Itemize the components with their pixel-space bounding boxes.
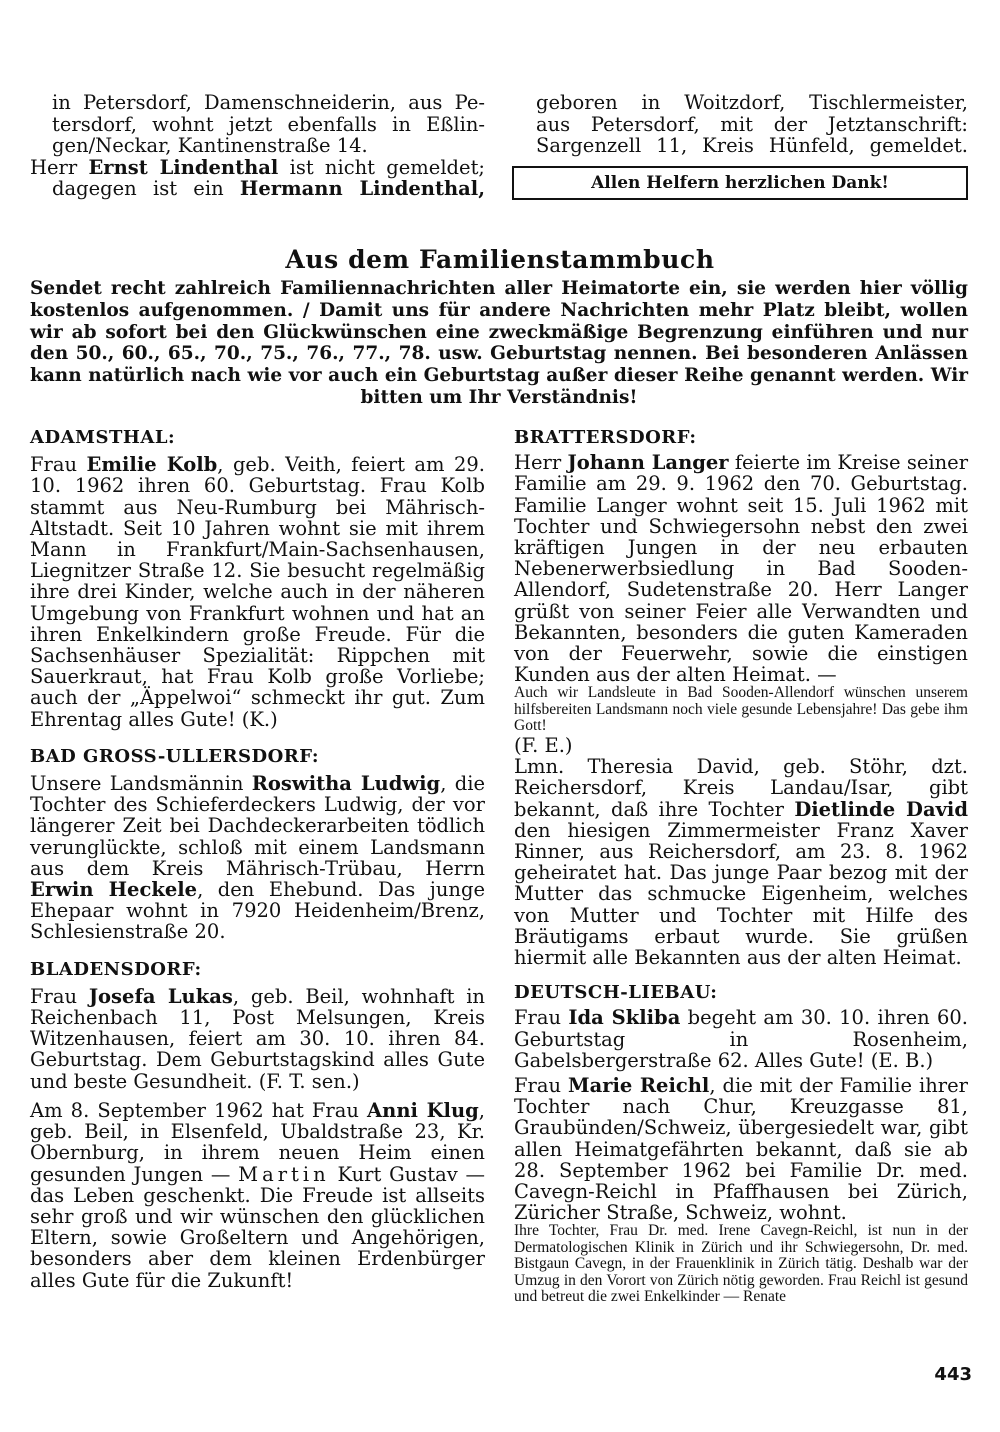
person-name: Erwin Heckele — [30, 878, 198, 902]
entry-deutsch-liebau-skliba: Frau Ida Skliba begeht am 30. 10. ihren 60. Geburtstag in Rosenheim, Gabelsbergerstraße 62. Alles Gute! (E. B.) — [514, 1006, 969, 1072]
entry-bladensdorf-klug: Am 8. September 1962 hat Frau Anni Klug, geb. Beil, in Elsenfeld, Ubaldstraße 23, Kr. Obernburg, in ihrem neuen Heim einen gesunden Jungen — Martin Kurt Gustav — das Leben geschenkt. Die Freude ist allseits sehr groß und wir wünschen den glücklichen Eltern, sowie Großeltern und Angehörigen, besonders aber dem kleinen Erdenbürger alles Gute für die Zukunft! — [30, 1098, 485, 1292]
person-name: Johann Langer — [567, 451, 729, 475]
section-title: Aus dem Familienstammbuch — [285, 245, 715, 274]
heading-bad-gross-ullersdorf: BAD GROSS-ULLERSDORF: — [30, 745, 320, 767]
person-name: Anni Klug — [367, 1098, 479, 1122]
intro-paragraph: Sendet recht zahlreich Familiennachrichten aller Heimatorte ein, sie werden hier völlig kostenlos aufgenommen. / Damit uns für andere Nachrichten mehr Platz bleibt, wollen wir ab sofort bei den Glückwünschen eine zweckmäßige Begrenzung einführen und nur den 50., 60., 65., 70., 75., 76., 77., 78. usw. Geburtstag nennen. Bei besonderen Anlässen kann natürlich nach wie vor auch ein Geburtstag außer dieser Reihe genannt werden. Wir bitten um Ihr Verständnis! — [30, 278, 968, 408]
left-column — [30, 427, 485, 1291]
page-number: 443 — [934, 1364, 972, 1385]
right-column — [514, 427, 968, 1306]
person-name: Dietlinde David — [794, 797, 968, 821]
person-name: Josefa Lukas — [88, 984, 233, 1008]
person-name: Marie Reichl — [568, 1073, 710, 1097]
small-note-brattersdorf: Auch wir Landsleute in Bad Sooden-Allendorf wünschen unserem hilfsbereiten Landsmann noch viele gesunde Lebensjahre! Das gebe ihm Gott! — [514, 684, 968, 735]
entry-bladensdorf-lukas: Frau Josefa Lukas, geb. Beil, wohnhaft in Reichenbach 11, Post Melsungen, Kreis Witzenhausen, feiert am 30. 10. ihren 84. Geburtstag. Dem Geburtstagskind alles Gute und beste Gesundheit. (F. T. sen.) — [30, 984, 485, 1093]
text-line: tersdorf, wohnt jetzt ebenfalls in Eßlin- — [52, 112, 485, 136]
child-name: Martin — [238, 1162, 330, 1186]
person-name: Ernst Lindenthal — [88, 155, 279, 179]
entry-deutsch-liebau-reichl: Frau Marie Reichl, die mit der Familie ihrer Tochter nach Chur, Kreuzgasse 81, Graubünden/Schweiz, übergesiedelt war, gibt allen Heimatgefährten bekannt, daß sie ab 28. September 1962 bei Familie Dr. med. Cavegn-Reichl in Pfaffhausen bei Zürich, Züricher Straße, Schweiz, wohnt. — [514, 1073, 968, 1225]
entry-brattersdorf-langer: Herr Johann Langer feierte im Kreise seiner Familie am 29. 9. 1962 den 70. Geburtstag. Familie Langer wohnt seit 15. Juli 1962 mit Tochter und Schwiegersohn nebst den zwei kräftigen Jungen in der neu erbauten Nebenerwerbsiedlung in Bad Sooden-Allendorf, Sudetenstraße 20. Herr Langer grüßt von seiner Feier alle Verwandten und Bekannten, besonders die guten Kameraden von der Feuerwehr, sowie die einstigen Kunden aus der alten Heimat. — — [514, 451, 969, 687]
entry-bad-gross-ullersdorf: Unsere Landsmännin Roswitha Ludwig, die Tochter des Schieferdeckers Ludwig, der vor längerer Zeit bei Dachdeckerarbeiten tödlich verunglückte, schloß mit einem Landsmann aus dem Kreis Mährisch-Trübau, Herrn Erwin Heckele, den Ehebund. Das junge Ehepaar wohnt in 7920 Heidenheim/Brenz, Schlesienstraße 20. — [30, 772, 485, 944]
heading-deutsch-liebau: DEUTSCH-LIEBAU: — [514, 982, 718, 1004]
small-note-deutsch-liebau: Ihre Tochter, Frau Dr. med. Irene Cavegn-Reichl, ist nun in der Dermatologischen Klinik in Zürich und ihr Schwiegersohn, Dr. med. Bistgaun Cavegn, in der Frauenklinik in Zürich tätig. Deshalb war der Umzug in den Vorort von Zürich nötig geworden. Frau Reichl ist gesund und betreut die zwei Enkelkinder — Renate — [514, 1222, 968, 1306]
heading-brattersdorf: BRATTERSDORF: — [514, 427, 697, 448]
person-name: Roswitha Ludwig — [251, 772, 441, 796]
heading-bladensdorf: BLADENSDORF: — [30, 958, 202, 980]
person-name: Emilie Kolb — [86, 453, 218, 477]
thanks-box: Allen Helfern herzlichen Dank! — [512, 166, 968, 200]
text-line: gen/Neckar, Kantinenstraße 14. — [52, 134, 368, 157]
entry-adamsthal: Frau Emilie Kolb, geb. Veith, feiert am 29. 10. 1962 ihren 60. Geburtstag. Frau Kolb stammt aus Neu-Rumburg bei Mährisch-Altstadt. Seit 10 Jahren wohnt sie mit ihrem Mann in Frankfurt/Main-Sachsenhausen, Liegnitzer Straße 12. Sie besucht regelmäßig ihre drei Kinder, welche auch in der näheren Umgebung von Frankfurt wohnen und hat an ihren Enkelkindern große Freude. Für die Sachsenhäuser Spezialität: Rippchen mit Sauerkraut, hat Frau Kolb große Vorliebe; auch der „Äppelwoi“ schmeckt ihr gut. Zum Ehrentag alles Gute! (K.) — [30, 453, 485, 731]
person-name: Ida Skliba — [568, 1006, 681, 1030]
text-line: in Petersdorf, Damenschneiderin, aus Pe- — [52, 91, 485, 114]
top-right-continuation: geboren in Woitzdorf, Tischlermeister, aus Petersdorf, mit der Jetztanschrift: Sargenzell 11, Kreis Hünfeld, gemeldet. — [536, 91, 968, 157]
person-name: Hermann Lindenthal, — [239, 177, 485, 200]
top-left-continuation: in Petersdorf, Damenschneiderin, aus Pe- tersdorf, wohnt jetzt ebenfalls in Eßlin- gen/Neckar, Kantinenstraße 14. Herr Ernst Lindenthal ist nicht gemeldet; dagegen ist ein Hermann Lindenthal, — [30, 91, 485, 200]
heading-adamsthal: ADAMSTHAL: — [30, 427, 176, 448]
signature: (F. E.) — [514, 733, 573, 757]
entry-brattersdorf-david: Lmn. Theresia David, geb. Stöhr, dzt. Reichersdorf, Kreis Landau/Isar, gibt bekannt, daß ihre Tochter Dietlinde David den hiesigen Zimmermeister Franz Xaver Rinner, aus Reichersdorf, am 23. 8. 1962 geheiratet hat. Das junge Paar bezog mit der Mutter das schmucke Eigenheim, welches von Mutter und Tochter mit Hilfe des Bräutigams erbaut wurde. Sie grüßen hiermit alle Bekannten aus der alten Heimat. — [514, 755, 968, 969]
